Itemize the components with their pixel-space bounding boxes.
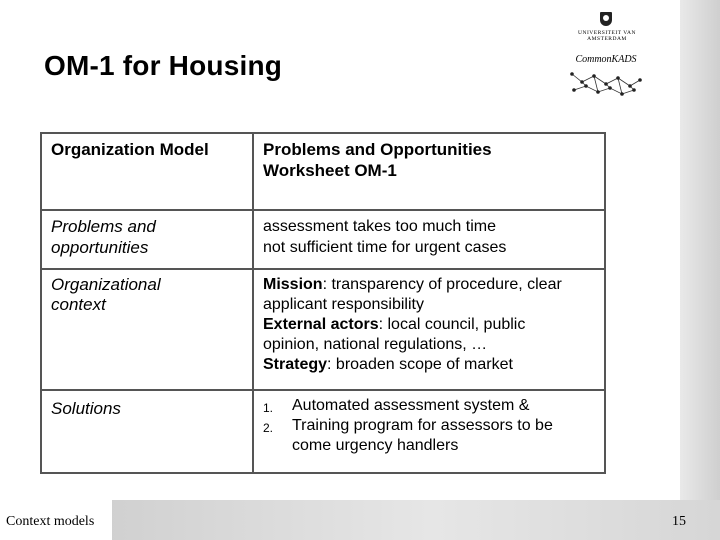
network-graph-icon <box>568 68 644 98</box>
table-row-problems <box>41 210 605 269</box>
solution-1-line1: Automated assessment system & <box>292 397 530 414</box>
strategy-line <box>263 355 595 375</box>
problems-label-cell <box>41 210 253 269</box>
table-row-context <box>41 269 605 390</box>
table-header-row <box>41 133 605 210</box>
strategy-text: : broaden scope of market <box>327 356 513 373</box>
solution-item-2 <box>263 416 595 456</box>
right-decorative-strip <box>680 0 720 500</box>
solution-2-line1: Training program for assessors to be <box>292 417 553 434</box>
header-model-label: Organization Model <box>51 140 209 159</box>
problems-label-line1: Problems and <box>51 217 156 236</box>
footer-label: Context models <box>6 514 95 529</box>
header-worksheet-line1: Problems and Opportunities <box>263 140 492 159</box>
external-actors-text: : local council, public <box>378 316 526 333</box>
mission-text: : transparency of procedure, clear <box>322 276 562 293</box>
slide-title: OM-1 for Housing <box>44 50 283 81</box>
problems-value-cell <box>253 210 605 269</box>
mission-line2: applicant responsibility <box>263 296 424 313</box>
page-number: 15 <box>672 514 686 529</box>
solution-number-2: 2. <box>263 421 274 435</box>
solutions-label-cell <box>41 390 253 473</box>
header-cell-worksheet <box>253 133 605 210</box>
external-line1 <box>263 315 595 335</box>
university-logo <box>562 12 652 42</box>
om1-worksheet-table <box>40 132 606 474</box>
external-actors-label: External actors <box>263 316 379 333</box>
solutions-label: Solutions <box>51 399 121 418</box>
context-label-line2: context <box>51 295 106 314</box>
context-label-cell <box>41 269 253 390</box>
problems-value-line1: assessment takes too much time <box>263 218 496 235</box>
crest-icon <box>600 12 612 26</box>
university-name: UNIVERSITEIT VAN AMSTERDAM <box>578 30 636 42</box>
solution-number-1: 1. <box>263 401 274 415</box>
solution-2-line2: come urgency handlers <box>292 437 459 454</box>
commonkads-logo-text: CommonKADS <box>575 54 637 65</box>
table-row-solutions <box>41 390 605 473</box>
mission-label: Mission <box>263 276 323 293</box>
solutions-value-cell <box>253 390 605 473</box>
context-label-line1: Organizational <box>51 275 161 294</box>
problems-value-line2: not sufficient time for urgent cases <box>263 239 507 256</box>
commonkads-logo <box>566 54 646 104</box>
context-value-cell <box>253 269 605 390</box>
header-worksheet-line2: Worksheet OM-1 <box>263 161 397 180</box>
external-line2: opinion, national regulations, … <box>263 336 488 353</box>
strategy-label: Strategy <box>263 356 328 373</box>
problems-label-line2: opportunities <box>51 238 149 257</box>
header-cell-model <box>41 133 253 210</box>
solution-item-1 <box>263 396 595 416</box>
mission-line1 <box>263 275 595 295</box>
